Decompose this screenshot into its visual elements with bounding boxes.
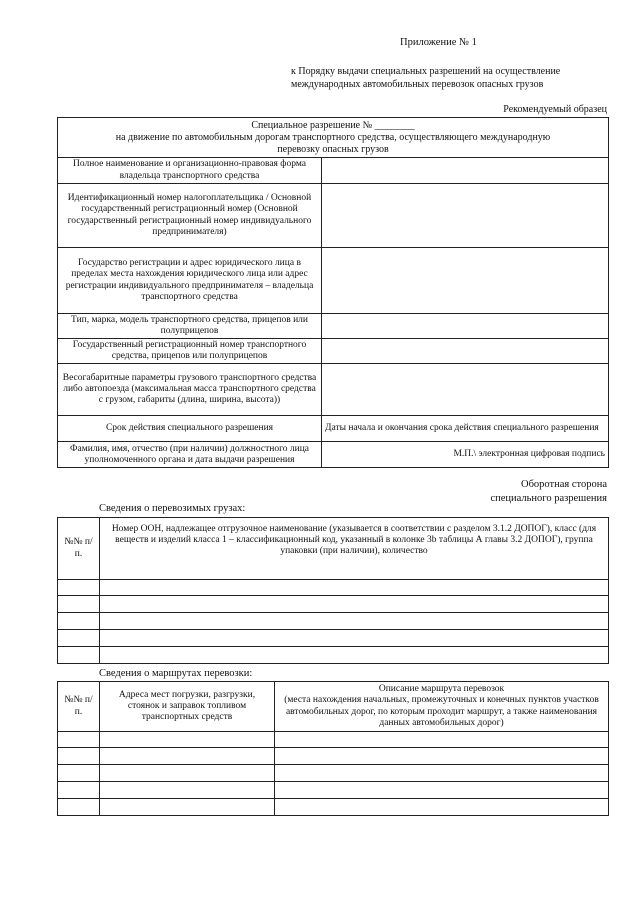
route-cell-desc[interactable] <box>275 799 609 816</box>
appendix-reference-line1: к Порядку выдачи специальных разрешений на осуществление <box>291 66 561 77</box>
table-row <box>58 732 609 748</box>
route-cell-num[interactable] <box>58 748 100 765</box>
route-cell-desc[interactable] <box>275 732 609 748</box>
row-value[interactable] <box>322 364 609 416</box>
row-value: Даты начала и окончания срока действия специального разрешения <box>322 416 609 442</box>
route-cell-addr[interactable] <box>100 782 275 799</box>
reverse-side-line2: специального разрешения <box>490 492 607 504</box>
table-row <box>58 782 609 799</box>
table-row <box>58 184 609 248</box>
reverse-side-caption <box>490 478 607 505</box>
row-label: Весогабаритные параметры грузового транспортного средства либо автопоезда (максимальная масса транспортного средства с грузом, габариты (длина, ширина, высота)) <box>58 364 322 416</box>
row-label: Фамилия, имя, отчество (при наличии) должностного лица уполномоченного органа и дата выдачи разрешения <box>58 442 322 468</box>
reverse-side-line1: Оборотная сторона <box>521 479 607 490</box>
cargo-col-num-header: №№ п/п. <box>58 518 100 580</box>
permit-title-line3: перевозку опасных грузов <box>277 143 389 155</box>
route-cell-num[interactable] <box>58 765 100 782</box>
permit-title <box>58 118 609 158</box>
route-cell-desc[interactable] <box>275 748 609 765</box>
cargo-cell-num[interactable] <box>58 647 100 664</box>
table-row <box>58 765 609 782</box>
row-value[interactable] <box>322 184 609 248</box>
cargo-cell-desc[interactable] <box>100 647 609 664</box>
row-label: Тип, марка, модель транспортного средства, прицепов или полуприцепов <box>58 314 322 339</box>
row-value[interactable] <box>322 248 609 314</box>
appendix-reference <box>291 66 611 91</box>
cargo-cell-desc[interactable] <box>100 613 609 630</box>
sample-label: Рекомендуемый образец <box>503 104 607 115</box>
table-row <box>58 647 609 664</box>
routes-col-desc-title: Описание маршрута перевозок <box>378 684 505 695</box>
cargo-cell-num[interactable] <box>58 596 100 613</box>
row-value[interactable] <box>322 158 609 184</box>
row-label: Государственный регистрационный номер транспортного средства, прицепов или полуприцепов <box>58 339 322 364</box>
routes-col-num-header: №№ п/п. <box>58 682 100 732</box>
route-cell-addr[interactable] <box>100 765 275 782</box>
route-cell-addr[interactable] <box>100 732 275 748</box>
table-row <box>58 630 609 647</box>
permit-title-line2: на движение по автомобильным дорогам транспортного средства, осуществляющего международную <box>115 131 551 143</box>
routes-col-desc-header <box>275 682 609 732</box>
route-cell-desc[interactable] <box>275 782 609 799</box>
table-row <box>58 613 609 630</box>
cargo-cell-num[interactable] <box>58 613 100 630</box>
cargo-col-desc-header: Номер ООН, надлежащее отгрузочное наименование (указывается в соответствии с разделом 3.1.2 ДОПОГ), класс (для веществ и изделий класса 1 – классификационный код, указанный в колонке 3b таблицы А главы 3.2 ДОПОГ), группа упаковки (при наличии), количество <box>100 518 609 580</box>
row-value[interactable] <box>322 339 609 364</box>
appendix-number: Приложение № 1 <box>400 37 477 48</box>
routes-table <box>57 681 609 816</box>
cargo-cell-desc[interactable] <box>100 596 609 613</box>
row-value[interactable] <box>322 314 609 339</box>
table-row <box>58 799 609 816</box>
table-row <box>58 248 609 314</box>
cargo-cell-desc[interactable] <box>100 580 609 596</box>
cargo-cell-num[interactable] <box>58 630 100 647</box>
cargo-cell-num[interactable] <box>58 580 100 596</box>
route-cell-num[interactable] <box>58 782 100 799</box>
route-cell-addr[interactable] <box>100 748 275 765</box>
row-label: Идентификационный номер налогоплательщика / Основной государственный регистрационный номер (Основной государственный регистрационный номер индивидуального предпринимателя) <box>58 184 322 248</box>
table-row <box>58 339 609 364</box>
table-row <box>58 442 609 468</box>
table-row <box>58 596 609 613</box>
cargo-cell-desc[interactable] <box>100 630 609 647</box>
table-row <box>58 416 609 442</box>
table-row <box>58 314 609 339</box>
table-row <box>58 580 609 596</box>
route-cell-desc[interactable] <box>275 765 609 782</box>
routes-col-desc-body: (места нахождения начальных, промежуточных и конечных пунктов участков автомобильных дорог, по которым проходит маршрут, а также наименования данных автомобильных дорог) <box>284 695 599 728</box>
cargo-table <box>57 517 609 664</box>
route-cell-num[interactable] <box>58 732 100 748</box>
route-cell-addr[interactable] <box>100 799 275 816</box>
routes-heading: Сведения о маршрутах перевозки: <box>99 668 253 679</box>
permit-table <box>57 117 609 468</box>
cargo-heading: Сведения о перевозимых грузах: <box>99 503 246 514</box>
row-label: Срок действия специального разрешения <box>58 416 322 442</box>
row-label: Государство регистрации и адрес юридического лица в пределах места нахождения юридического лица или адрес регистрации индивидуального предпринимателя – владельца транспортного средства <box>58 248 322 314</box>
route-cell-num[interactable] <box>58 799 100 816</box>
table-row <box>58 364 609 416</box>
row-value: М.П.\ электронная цифровая подпись <box>322 442 609 468</box>
appendix-reference-line2: международных автомобильных перевозок опасных грузов <box>291 78 544 90</box>
routes-col-addr-header: Адреса мест погрузки, разгрузки, стоянок и заправок топливом транспортных средств <box>100 682 275 732</box>
table-row <box>58 158 609 184</box>
permit-title-line1: Специальное разрешение № ________ <box>251 119 415 131</box>
table-row <box>58 748 609 765</box>
row-label: Полное наименование и организационно-правовая форма владельца транспортного средства <box>58 158 322 184</box>
